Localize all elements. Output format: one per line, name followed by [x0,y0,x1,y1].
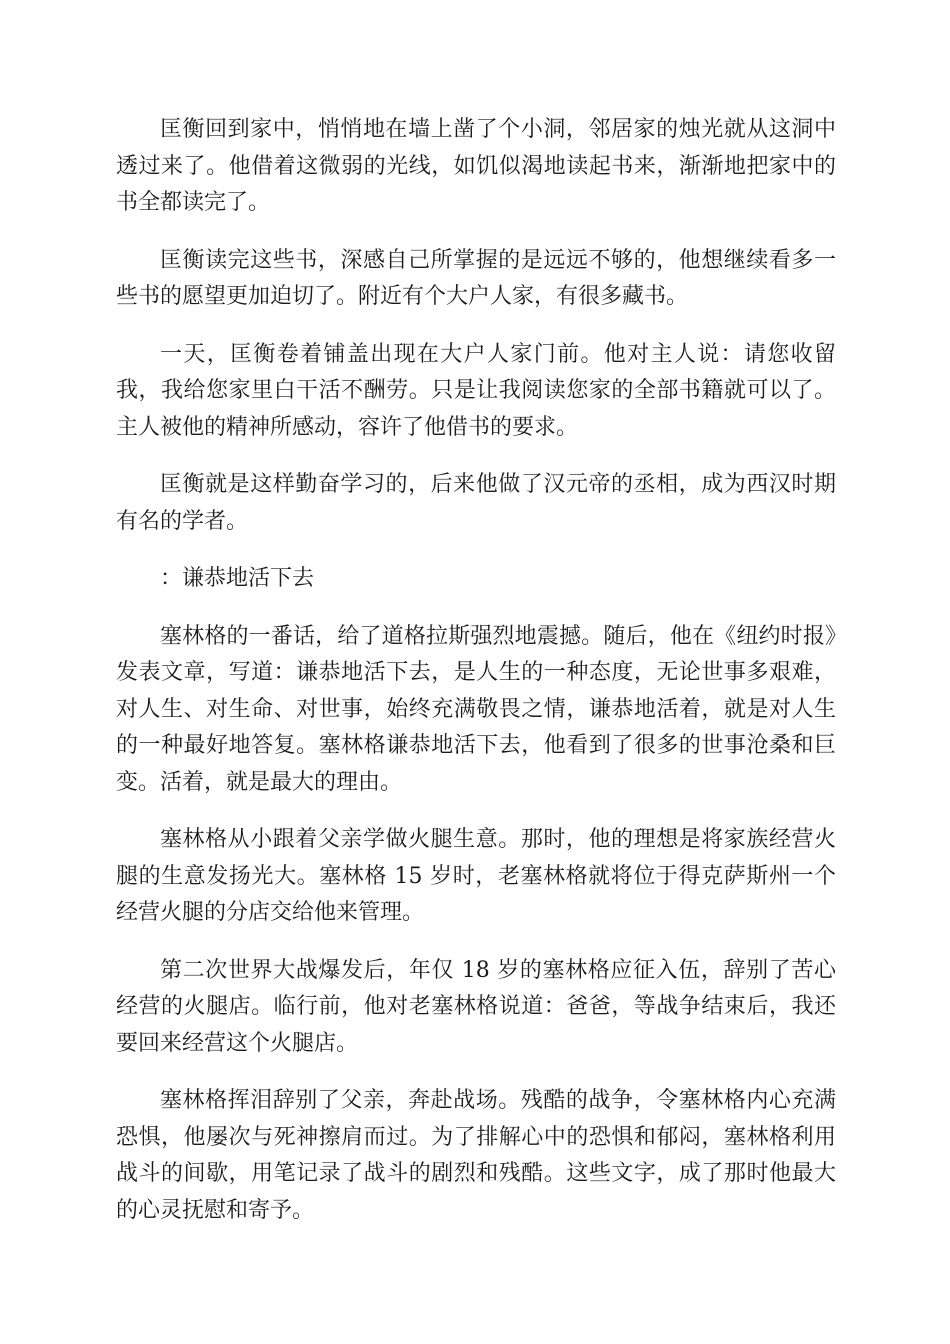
paragraph-7: 第二次世界大战爆发后，年仅 18 岁的塞林格应征入伍，辞别了苦心经营的火腿店。临行前，他对老塞林格说道：爸爸，等战争结束后，我还要回来经营这个火腿店。 [116,957,836,1056]
paragraph-8: 塞林格挥泪辞别了父亲，奔赴战场。残酷的战争，令塞林格内心充满恐惧，他屡次与死神擦肩而过。为了排解心中的恐惧和郁闷，塞林格利用战斗的间歇，用笔记录了战斗的剧烈和残酷。这些文字，成了那时他最大的心灵抚慰和寄予。 [116,1088,836,1223]
paragraph-2: 匡衡读完这些书，深感自己所掌握的是远远不够的，他想继续看多一些书的愿望更加迫切了。附近有个大户人家，有很多藏书。 [116,247,836,309]
paragraph-3: 一天，匡衡卷着铺盖出现在大户人家门前。他对主人说：请您收留我，我给您家里白干活不酬劳。只是让我阅读您家的全部书籍就可以了。主人被他的精神所感动，容许了他借书的要求。 [116,341,836,440]
paragraph-4: 匡衡就是这样勤奋学习的，后来他做了汉元帝的丞相，成为西汉时期有名的学者。 [116,472,836,534]
document-body [116,112,836,1250]
section-heading: ：谦恭地活下去 [160,566,315,591]
paragraph-5: 塞林格的一番话，给了道格拉斯强烈地震撼。随后，他在《纽约时报》发表文章，写道：谦恭地活下去，是人生的一种态度，无论世事多艰难，对人生、对生命、对世事，始终充满敬畏之情，谦恭地活着，就是对人生的一种最好地答复。塞林格谦恭地活下去，他看到了很多的世事沧桑和巨变。活着，就是最大的理由。 [116,623,836,795]
paragraph-6: 塞林格从小跟着父亲学做火腿生意。那时，他的理想是将家族经营火腿的生意发扬光大。塞林格 15 岁时，老塞林格就将位于得克萨斯州一个经营火腿的分店交给他来管理。 [116,827,836,925]
paragraph-1: 匡衡回到家中，悄悄地在墙上凿了个小洞，邻居家的烛光就从这洞中透过来了。他借着这微弱的光线，如饥似渴地读起书来，渐渐地把家中的书全都读完了。 [116,117,836,215]
